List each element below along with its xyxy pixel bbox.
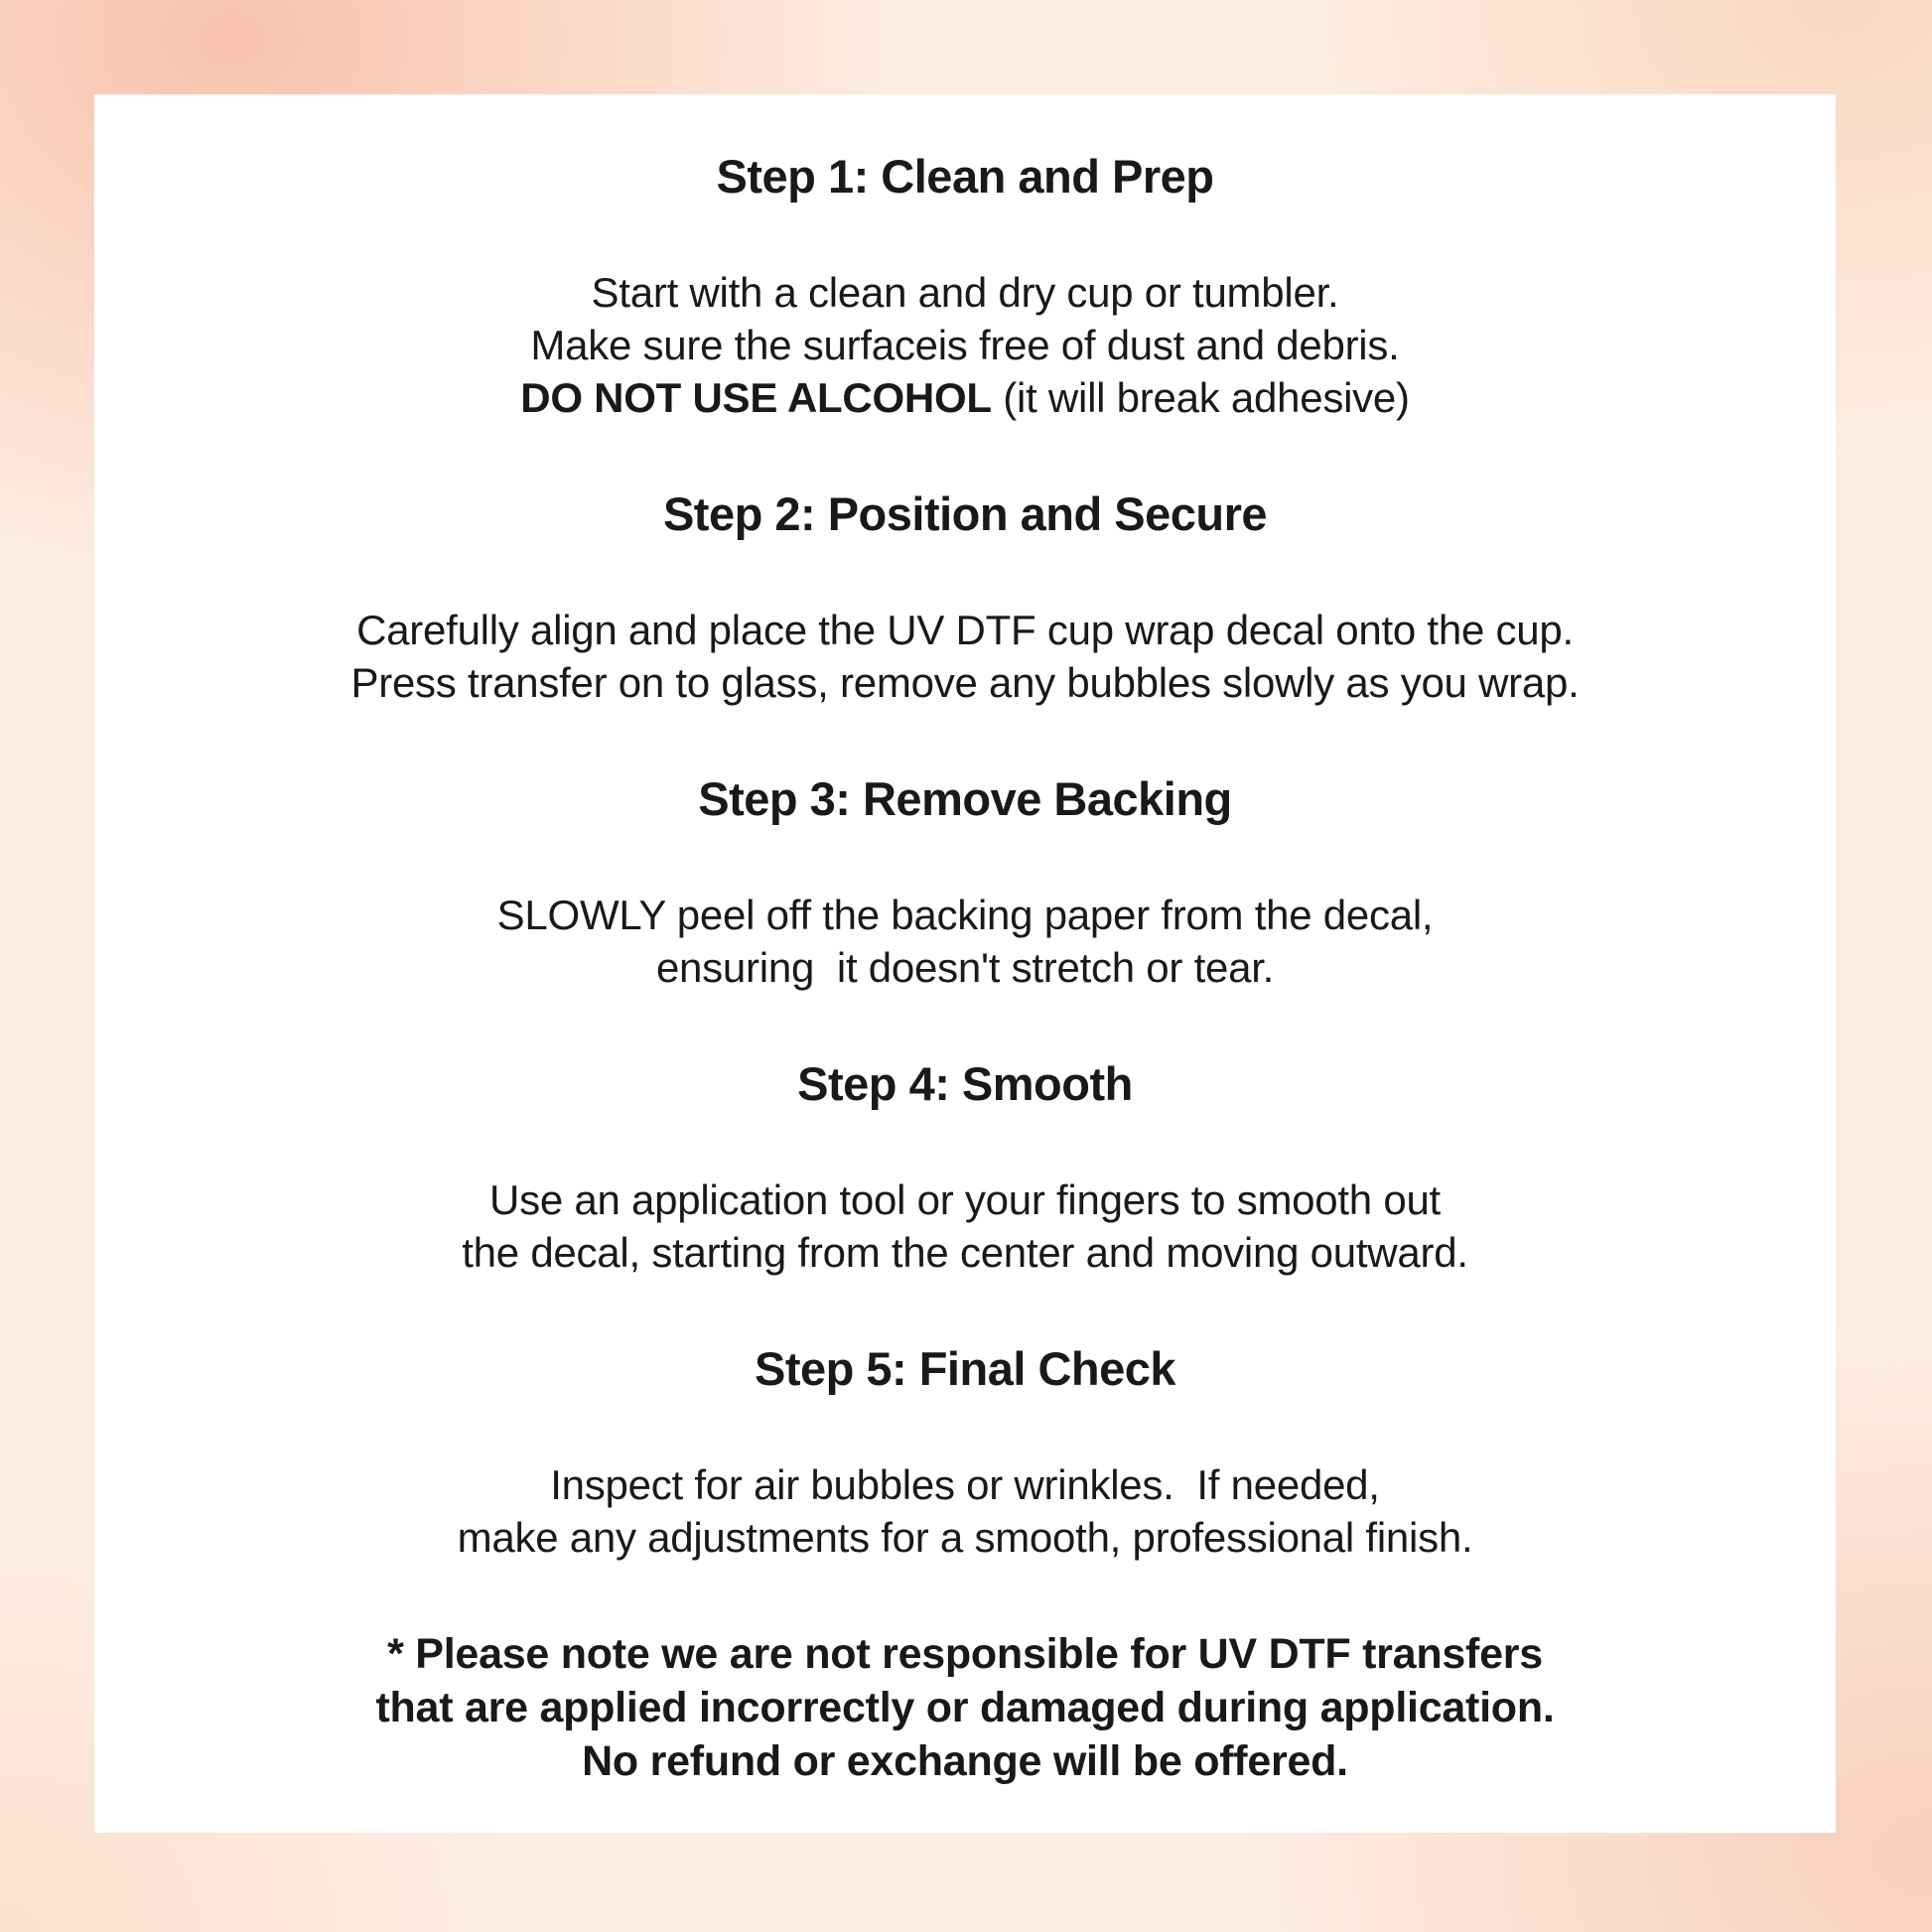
- step-3-line-2: ensuring it doesn't stretch or tear.: [655, 944, 1275, 991]
- step-2-body: [134, 604, 1796, 709]
- section-step-2: [134, 487, 1796, 709]
- step-4-line-1: Use an application tool or your fingers to smooth out: [489, 1176, 1441, 1223]
- section-step-5: [134, 1342, 1796, 1564]
- step-3-line-1: SLOWLY peel off the backing paper from the decal,: [496, 892, 1434, 938]
- instruction-card: [94, 94, 1836, 1833]
- disclaimer-line-3: No refund or exchange will be offered.: [582, 1737, 1348, 1785]
- alcohol-warning-bold: DO NOT USE ALCOHOL: [520, 374, 992, 421]
- step-2-line-2: Press transfer on to glass, remove any bubbles slowly as you wrap.: [350, 659, 1580, 706]
- disclaimer-line-2: that are applied incorrectly or damaged during application.: [375, 1684, 1555, 1731]
- section-step-4: [134, 1057, 1796, 1279]
- step-4-body: [134, 1173, 1796, 1279]
- alcohol-warning-note: (it will break adhesive): [991, 374, 1410, 421]
- disclaimer-note: [134, 1627, 1796, 1788]
- step-1-heading: Step 1: Clean and Prep: [716, 150, 1214, 203]
- step-2-line-1: Carefully align and place the UV DTF cup wrap decal onto the cup.: [356, 607, 1574, 653]
- step-1-line-1: Start with a clean and dry cup or tumbler.: [591, 269, 1339, 316]
- section-step-3: [134, 772, 1796, 994]
- step-5-heading: Step 5: Final Check: [754, 1342, 1176, 1395]
- step-3-body: [134, 889, 1796, 994]
- step-5-line-2: make any adjustments for a smooth, professional finish.: [457, 1514, 1473, 1561]
- step-3-heading: Step 3: Remove Backing: [698, 772, 1232, 825]
- step-1-body: [134, 266, 1796, 424]
- disclaimer-line-1: * Please note we are not responsible for UV DTF transfers: [387, 1630, 1543, 1678]
- step-1-line-2: Make sure the surfaceis free of dust and debris.: [530, 322, 1400, 368]
- step-4-heading: Step 4: Smooth: [797, 1057, 1133, 1110]
- step-5-body: [134, 1458, 1796, 1564]
- step-5-line-1: Inspect for air bubbles or wrinkles. If needed,: [550, 1461, 1380, 1508]
- step-2-heading: Step 2: Position and Secure: [662, 487, 1268, 540]
- step-4-line-2: the decal, starting from the center and moving outward.: [462, 1229, 1468, 1276]
- section-step-1: [134, 150, 1796, 424]
- step-1-line-3: [134, 371, 1796, 424]
